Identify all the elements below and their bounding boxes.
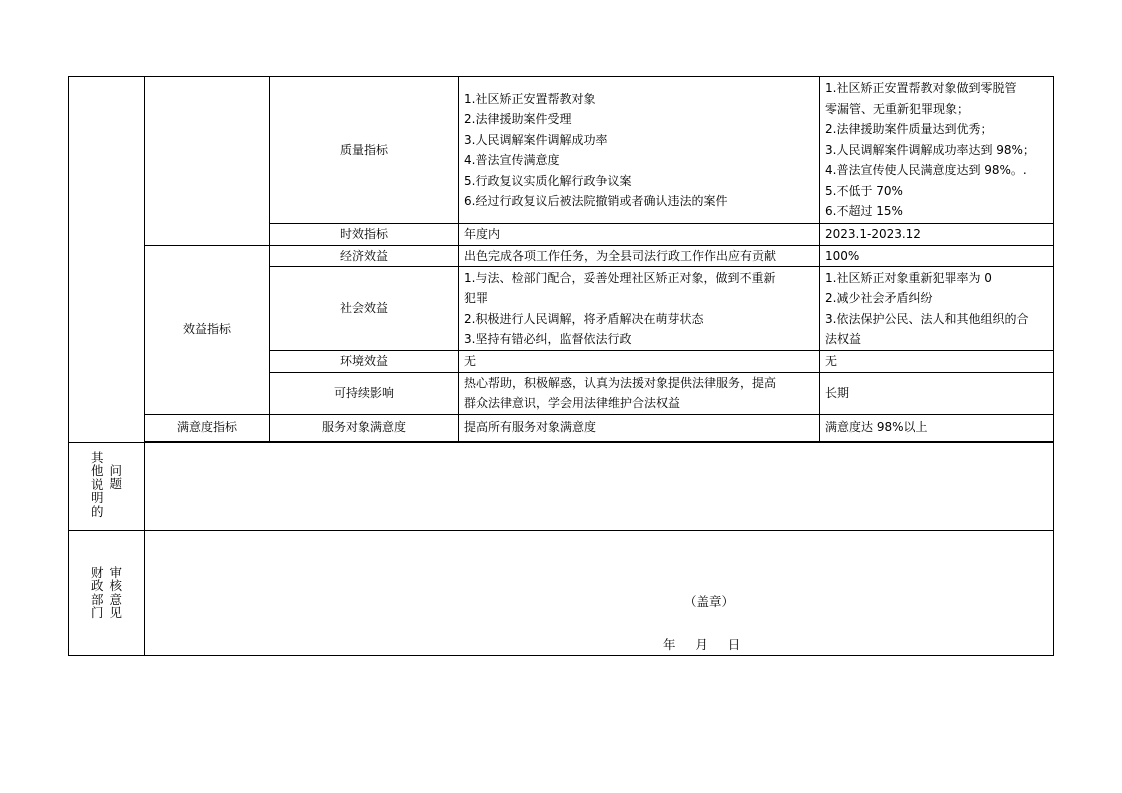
social-label: 社会效益	[270, 267, 459, 351]
sustainable-content	[459, 372, 820, 414]
list-item: 4.普法宣传使人民满意度达到 98%。.	[825, 163, 1027, 178]
satisfaction-content: 提高所有服务对象满意度	[459, 414, 820, 441]
economic-content: 出色完成各项工作任务，为全县司法行政工作作出应有贡献	[459, 245, 820, 267]
finance-review-col1	[91, 566, 104, 620]
label-char: 财	[90, 564, 104, 580]
satisfaction-label: 服务对象满意度	[270, 414, 459, 441]
sustainable-label: 可持续影响	[270, 372, 459, 414]
label-char: 明	[90, 490, 104, 505]
list-item: 2.法律援助案件质量达到优秀；	[825, 122, 993, 137]
list-item: 6.经过行政复议后被法院撤销或者确认违法的案件	[464, 194, 728, 208]
list-item: 2.积极进行人民调解，将矛盾解决在萌芽状态	[464, 311, 704, 326]
list-item: 1.社区矫正安置帮教对象	[464, 91, 596, 106]
satisfaction-group-label: 满意度指标	[145, 414, 270, 441]
list-item: 3.人民调解案件调解成功率	[464, 132, 608, 147]
list-item: 4.普法宣传满意度	[464, 153, 560, 167]
list-item: 3.依法保护公民、法人和其他组织的合	[825, 311, 1029, 326]
seal-text: （盖章）	[684, 594, 735, 609]
list-item: 5.不低于 70%	[825, 183, 903, 198]
list-item: 热心帮助，积极解惑，认真为法援对象提供法律服务，提高	[464, 375, 777, 390]
timeliness-content: 年度内	[459, 224, 820, 246]
label-char: 意	[109, 591, 123, 607]
quality-row	[69, 77, 1054, 224]
environment-content: 无	[459, 351, 820, 373]
social-target	[820, 267, 1054, 351]
list-item: 1.社区矫正安置帮教对象做到零脱管	[825, 81, 1017, 96]
satisfaction-target: 满意度达 98%以上	[820, 414, 1054, 441]
date-text: 年 月 日	[663, 637, 741, 652]
label-char: 他	[90, 463, 104, 478]
economic-row	[69, 245, 1054, 267]
finance-review-col2	[110, 566, 123, 620]
timeliness-label: 时效指标	[270, 224, 459, 246]
other-issues-label-cell	[69, 442, 145, 530]
finance-review-content[interactable]	[145, 530, 1054, 655]
finance-review-row	[69, 530, 1054, 655]
left-blank-cell	[69, 77, 145, 443]
economic-label: 经济效益	[270, 245, 459, 267]
timeliness-target: 2023.1-2023.12	[820, 224, 1054, 246]
label-char: 政	[90, 578, 104, 593]
label-char: 问	[109, 462, 123, 478]
list-item: 3.坚持有错必纠，监督依法行政	[464, 332, 632, 346]
other-issues-row	[69, 442, 1054, 530]
list-item: 3.人民调解案件调解成功率达到 98%；	[825, 142, 1035, 157]
satisfaction-row	[69, 414, 1054, 441]
performance-table	[68, 76, 1054, 656]
list-item: 6.不超过 15%	[825, 204, 903, 219]
environment-label: 环境效益	[270, 351, 459, 373]
list-item: 5.行政复议实质化解行政争议案	[464, 173, 632, 188]
list-item: 1.与法、检部门配合，妥善处理社区矫正对象，做到不重新	[464, 270, 776, 285]
other-issues-col1	[91, 451, 104, 519]
benefit-group-label: 效益指标	[145, 245, 270, 414]
list-item: 法权益	[825, 332, 862, 346]
other-issues-col2	[110, 451, 123, 491]
label-char: 的	[90, 503, 104, 519]
quality-label: 质量指标	[270, 77, 459, 224]
label-char: 题	[109, 476, 123, 491]
quality-target	[820, 77, 1054, 224]
list-item: 2.法律援助案件受理	[464, 112, 572, 126]
label-char: 其	[90, 449, 104, 465]
finance-review-label-cell	[69, 530, 145, 655]
other-issues-content[interactable]	[145, 442, 1054, 530]
social-content	[459, 267, 820, 351]
list-item: 1.社区矫正对象重新犯罪率为 0	[825, 270, 992, 285]
label-char: 审	[109, 564, 123, 580]
category-blank-cell	[145, 77, 270, 246]
label-char: 见	[109, 605, 123, 620]
label-char: 部	[90, 591, 104, 607]
environment-target: 无	[820, 351, 1054, 373]
label-char: 核	[109, 578, 123, 593]
label-char: 门	[90, 605, 104, 620]
label-char: 说	[90, 476, 104, 492]
list-item: 犯罪	[464, 291, 489, 305]
list-item: 群众法律意识，学会用法律维护合法权益	[464, 396, 681, 410]
economic-target: 100%	[820, 245, 1054, 267]
list-item: 零漏管、无重新犯罪现象；	[825, 101, 970, 116]
other-issues-label	[74, 451, 139, 519]
list-item: 2.减少社会矛盾纠纷	[825, 291, 933, 305]
finance-review-label	[74, 566, 139, 620]
sustainable-target: 长期	[820, 372, 1054, 414]
quality-content	[459, 77, 820, 224]
